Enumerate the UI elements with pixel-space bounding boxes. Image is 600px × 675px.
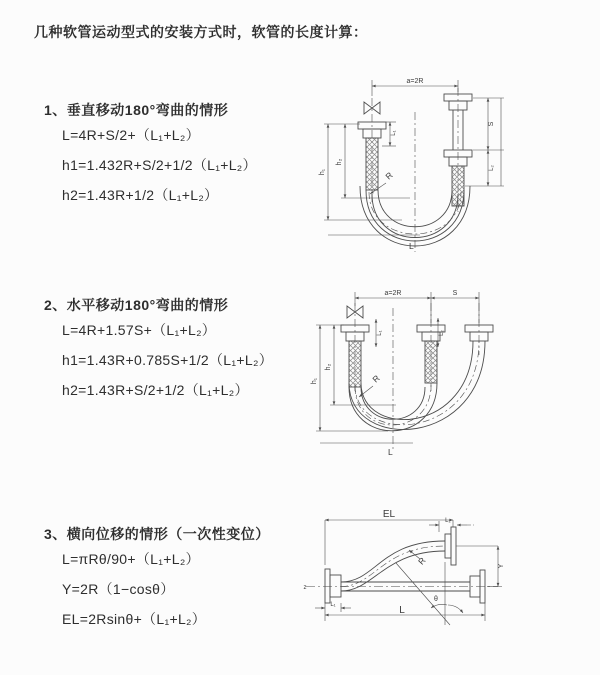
radius-label: R [370,373,382,385]
length-label: L [409,241,414,251]
dim-label-l2: L₂ [439,330,445,336]
angle-label: θ [434,596,438,603]
formula: h1=1.432R+S/2+1/2（L₁+L₂） [62,157,257,173]
braided-hose [425,341,437,383]
formula: L=4R+S/2+（L₁+L₂） [62,127,200,143]
dim-label-h2: h₂ [325,363,332,371]
formula: h2=1.43R+S/2+1/2（L₁+L₂） [62,382,249,398]
section-2-heading: 2、水平移动180°弯曲的情形 [44,297,229,313]
hose-curve [341,541,445,582]
diagram-vertical-move-180 [312,72,527,264]
dim-label-y: Y [498,563,505,569]
dim-label-s: S [488,121,495,127]
dim-label-l1: L₁ [330,602,336,608]
angle-arc [431,604,447,608]
formula: EL=2Rsinθ+（L₁+L₂） [62,611,207,627]
formula: L=4R+1.57S+（L₁+L₂） [62,322,217,338]
section-2 [44,295,273,405]
angle-arc [448,605,463,613]
page-title: 几种软管运动型式的安装方式时，软管的长度计算： [34,24,368,40]
radius-label: R [416,555,428,567]
braided-hose [366,138,378,190]
dim-label-h1: h₁ [319,168,326,176]
axis-mark: z [303,585,307,591]
dim-label-h1: h₁ [311,377,318,385]
flange-hub [445,534,451,558]
formula: L=πRθ/90+（L₁+L₂） [62,551,200,567]
dim-label-h2: h₂ [336,158,343,166]
length-label: L [388,447,393,457]
length-label: L [399,605,405,616]
diagram-horizontal-move-180 [308,283,528,465]
braided-hose [349,341,361,387]
hose-curve [341,551,445,591]
dim-label-l2: L₂ [445,518,451,524]
section-1-heading: 1、垂直移动180°弯曲的情形 [44,102,229,118]
dim-label-a2r: a=2R [384,290,402,297]
dim-label-l1: L₁ [377,330,383,336]
section-3 [44,524,270,634]
diagram-lateral-displacement [298,503,513,671]
hose-centerline [355,341,479,425]
dim-label-s: S [452,290,458,297]
radius-label: R [383,170,395,182]
formula: h1=1.43R+0.785S+1/2（L₁+L₂） [62,352,273,368]
dim-label-a2r: a=2R [406,78,424,85]
dim-label-el: EL [382,509,396,520]
flange [451,527,456,565]
dim-label-l1: L₁ [391,130,397,136]
flange-hub [330,575,341,597]
flange [325,569,330,603]
section-1 [44,100,257,210]
formula: h2=1.43R+1/2（L₁+L₂） [62,187,219,203]
dim-label-l2: L₂ [489,165,495,171]
formula: Y=2R（1−cosθ） [62,581,175,597]
section-3-heading: 3、横向位移的情形（一次性变位） [44,526,270,542]
hose-bend [349,341,485,430]
